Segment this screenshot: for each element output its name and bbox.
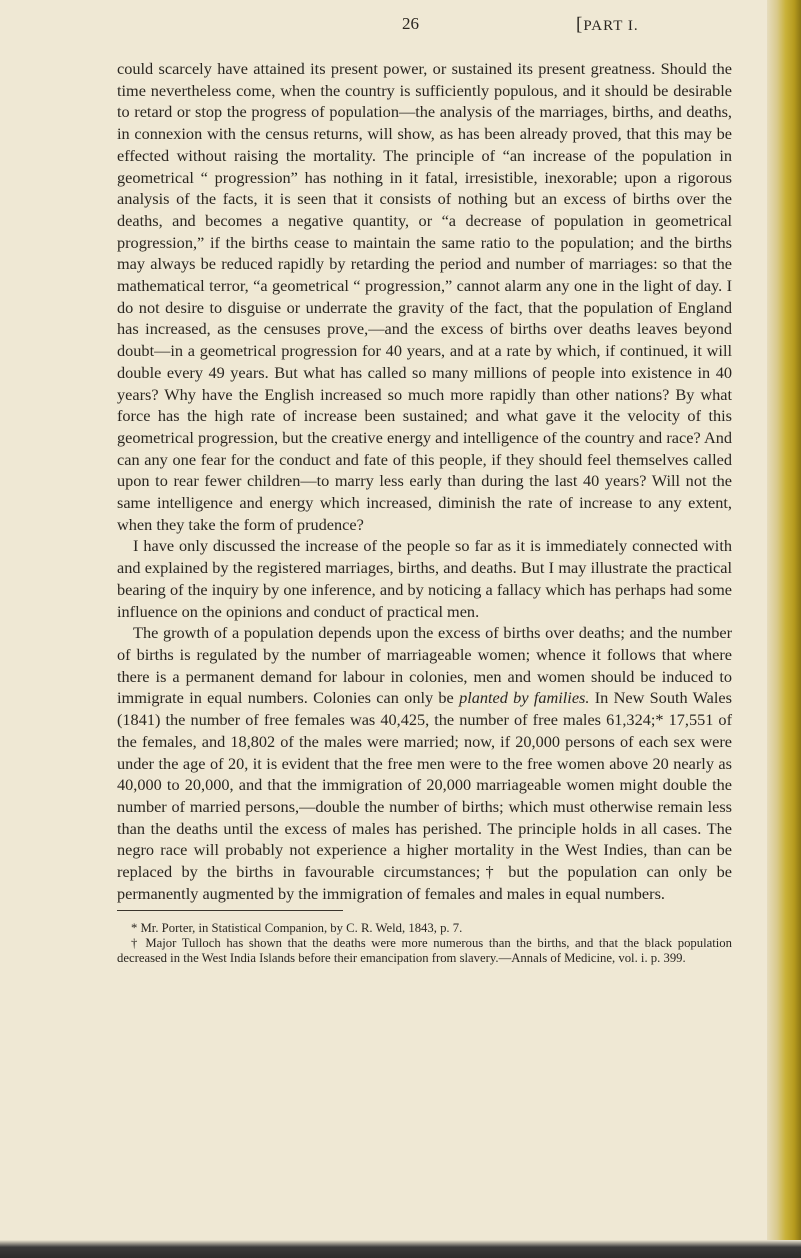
paragraph-3 [117,622,732,904]
paragraph-3-text-b: In New South Wales (1841) the number of free females was 40,425, the number of free males 61,324;* 17,551 of the females, and 18,802 of the males were married; now, if 20,000 persons of each sex were under the age of 20, it is evident that the free men were to the free women above 20 nearly as 40,000 to 20,000, and that the immigration of 20,000 marriageable women might double the number of married persons,—double the number of births; which must otherwise remain less than the deaths until the excess of males has perished. The principle holds in all cases. The negro race will probably not experience a higher mortality in the West Indies, than can be replaced by the births in favourable circumstances;† but the population can only be permanently augmented by the immigration of females and males in equal numbers. [117,688,732,903]
running-head-bracket: [ [576,14,584,35]
page-header [130,14,670,38]
paragraph-3-text-a: The growth of a population depends upon the excess of births over deaths; and the number of births is regulated by the number of marriageable women; whence it follows that where there is a permanent demand for labour in colonies, men and women should be induced to immigrate in equal numbers. Colonies can only be [117,623,732,708]
footnote-rule [117,910,343,911]
paragraph-2: I have only discussed the increase of the people so far as it is immediately connected with and explained by the registered marriages, births, and deaths. But I may illustrate the practical bearing of the inquiry by one inference, and by noticing a fallacy which has perhaps had some influence on the opinions and conduct of practical men. [117,536,732,621]
page-body [117,58,732,966]
running-head-text: PART I. [583,18,639,34]
paragraph-3-italic: planted by families. [459,688,590,708]
running-head [576,14,639,36]
footnotes [117,921,732,966]
page-bottom-edge [0,1240,801,1258]
footnote-2: † Major Tulloch has shown that the deaths were more numerous than the births, and that the black population decreased in the West India Islands before their emancipation from slavery.—Annals of Medicine, vol. i. p. 399. [117,936,732,966]
paragraph-1: could scarcely have attained its present power, or sustained its present greatness. Should the time nevertheless come, when the country is sufficiently populous, and it should be desirable to retard or stop the progress of population—the analysis of the marriages, births, and deaths, in connexion with the census returns, will show, as has been already proved, that this may be effected without raising the mortality. The principle of “an increase of the population in geometrical “ progression” has nothing in it fatal, irresistible, inexorable; upon a rigorous analysis of the facts, it is seen that it consists of nothing but an excess of births over the deaths, and becomes a negative quantity, or “a decrease of population in geometrical progression,” if the births cease to maintain the same ratio to the population; and the births may always be reduced rapidly by retarding the period and number of marriages: so that the mathematical terror, “a geometrical “ progression,” cannot alarm any one in the light of day. I do not desire to disguise or underrate the gravity of the fact, that the population of England has increased, as the censuses prove,—and the excess of births over deaths leaves beyond doubt—in a geometrical progression for 40 years, and at a rate by which, if continued, it will double every 49 years. But what has called so many millions of people into existence in 40 years? Why have the English increased so much more rapidly than other nations? By what force has the high rate of increase been sustained; and what gave it the velocity of this geometrical progression, but the creative energy and intelligence of the country and race? And can any one fear for the conduct and fate of this people, if they should feel themselves called upon to rear fewer children—to marry less early than during the last 40 years? Will not the same intelligence and energy which increased, diminish the rate of increase to any extent, when they take the form of prudence? [117,59,732,534]
page-number: 26 [402,14,419,33]
page-edge-binding [767,0,801,1258]
footnote-1: * Mr. Porter, in Statistical Companion, by C. R. Weld, 1843, p. 7. [131,921,463,936]
